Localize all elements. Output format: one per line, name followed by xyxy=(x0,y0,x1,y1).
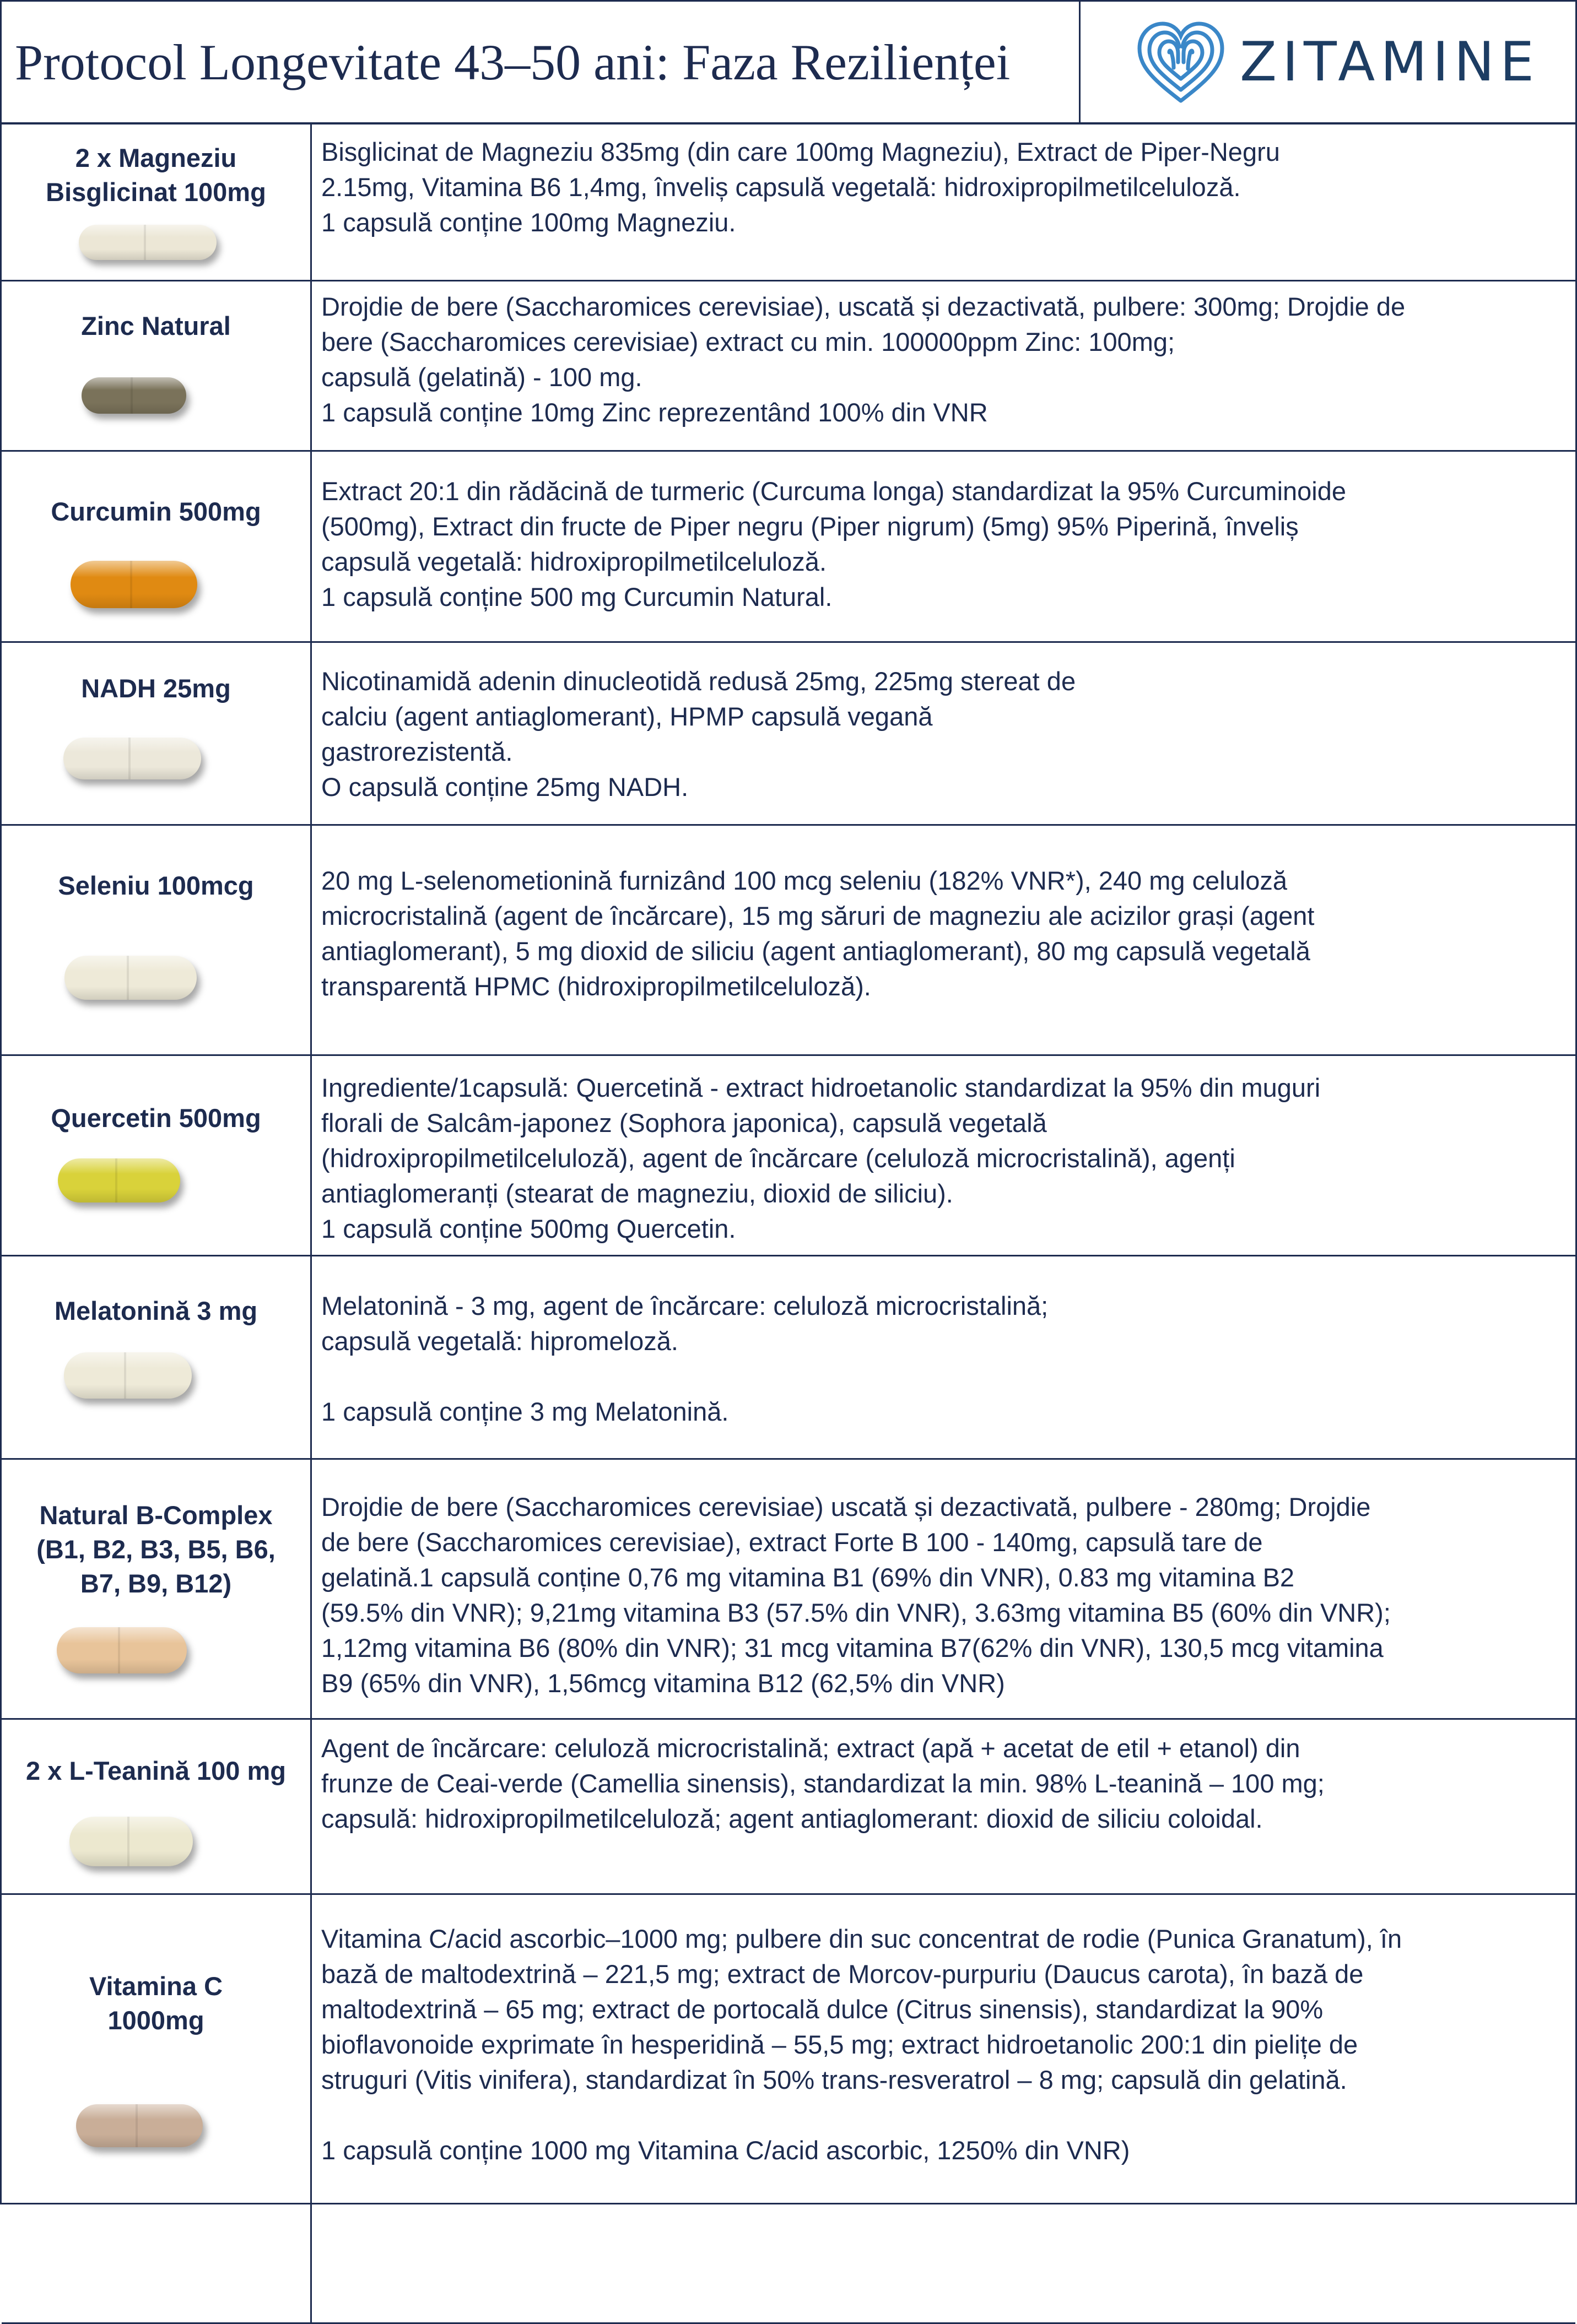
table-row xyxy=(2,281,1575,452)
page-title: Protocol Longevitate 43–50 ani: Faza Rezilienței xyxy=(15,34,1011,90)
product-name: Natural B-Complex (B1, B2, B3, B5, B6, B7, B9, B12) xyxy=(36,1500,276,1598)
product-description: Extract 20:1 din rădăcină de turmeric (Curcuma longa) standardizat la 95% Curcuminoide (500mg), Extract din fructe de Piper negru (Piper nigrum) (5mg) 95% Piperină, înveliș capsulă vegetală: hidroxipropilmetilceluloză. 1 capsulă conține 500 mg Curcumin Natural. xyxy=(321,476,1347,611)
table-row xyxy=(2,1460,1575,1720)
product-cell xyxy=(2,1256,312,1458)
product-name: 2 x Magneziu Bisglicinat 100mg xyxy=(46,143,266,207)
capsule-image xyxy=(79,225,217,260)
table-row xyxy=(2,1895,1575,2324)
product-name: Curcumin 500mg xyxy=(51,497,261,526)
product-cell xyxy=(2,1056,312,1255)
capsule-image xyxy=(64,1352,192,1399)
product-cell xyxy=(2,826,312,1054)
product-description: Melatonină - 3 mg, agent de încărcare: celuloză microcristalină; capsulă vegetală: hipromeloză. 1 capsulă conține 3 mg Melatonină. xyxy=(321,1291,1049,1426)
product-description: Ingrediente/1capsulă: Quercetină - extract hidroetanolic standardizat la 95% din muguri florali de Salcâm-japonez (Sophora japonica), capsulă vegetală (hidroxipropilmetilceluloză), agent de încărcare (celuloză microcristalină), agenți antiaglomeranți (stearat de magneziu, dioxid de siliciu). 1 capsulă conține 500mg Quercetin. xyxy=(321,1073,1321,1243)
product-cell xyxy=(2,1895,312,2322)
capsule-image xyxy=(58,1158,180,1202)
table-row xyxy=(2,1256,1575,1460)
product-cell xyxy=(2,124,312,280)
product-description: Drojdie de bere (Saccharomices cerevisiae), uscată și dezactivată, pulbere: 300mg; Drojdie de bere (Saccharomices cerevisiae) extract cu min. 100000ppm Zinc: 100mg; capsulă (gelatină) - 100 mg. 1 capsulă conține 10mg Zinc reprezentând 100% din VNR xyxy=(321,292,1406,427)
table-row xyxy=(2,643,1575,826)
table-row xyxy=(2,1056,1575,1256)
product-name: Melatonină 3 mg xyxy=(54,1296,258,1325)
table-row xyxy=(2,124,1575,281)
product-description: Agent de încărcare: celuloză microcristalină; extract (apă + acetat de etil + etanol) din frunze de Ceai-verde (Camellia sinensis), standardizat la min. 98% L-teanină – 100 mg; capsulă: hidroxipropilmetilceluloză; agent antiaglomerant: dioxid de siliciu coloidal. xyxy=(321,1733,1325,1833)
product-name: Quercetin 500mg xyxy=(51,1103,261,1133)
capsule-image xyxy=(71,561,197,608)
product-cell xyxy=(2,1460,312,1718)
product-description: 20 mg L-selenometionină furnizând 100 mcg seleniu (182% VNR*), 240 mg celuloză microcristalină (agent de încărcare), 15 mg săruri de magneziu ale acizilor grași (agent antiaglomerant), 5 mg dioxid de siliciu (agent antiaglomerant), 80 mg capsulă vegetală transparentă HPMC (hidroxipropilmetilceluloză). xyxy=(321,866,1315,1001)
product-name: 2 x L-Teanină 100 mg xyxy=(26,1756,286,1785)
header-divider xyxy=(1079,2,1081,122)
fingerprint-heart-icon xyxy=(1134,18,1228,106)
capsule-image xyxy=(57,1627,187,1673)
product-description: Drojdie de bere (Saccharomices cerevisiae) uscată și dezactivată, pulbere - 280mg; Drojdie de bere (Saccharomices cerevisiae), extract Forte B 100 - 140mg, capsulă tare de gelatină.1 capsulă conține 0,76 mg vitamina B1 (69% din VNR), 0.83 mg vitamina B2 (59.5% din VNR); 9,21mg vitamina B3 (57.5% din VNR), 3.63mg vitamina B5 (60% din VNR); 1,12mg vitamina B6 (80% din VNR); 31 mcg vitamina B7(62% din VNR), 130,5 mcg vitamina B9 (65% din VNR), 1,56mcg vitamina B12 (62,5% din VNR) xyxy=(321,1492,1391,1698)
capsule-image xyxy=(82,377,186,414)
product-cell xyxy=(2,452,312,641)
capsule-image xyxy=(64,956,197,1000)
capsule-image xyxy=(69,1817,193,1866)
product-name: Zinc Natural xyxy=(81,311,231,340)
header xyxy=(2,2,1575,124)
product-cell xyxy=(2,281,312,450)
product-cell xyxy=(2,643,312,824)
brand-logo xyxy=(1134,18,1540,106)
product-name: Vitamina C 1000mg xyxy=(89,1971,223,2035)
capsule-image xyxy=(63,738,201,779)
brand-name: ZITAMINE xyxy=(1240,31,1540,94)
product-description: Nicotinamidă adenin dinucleotidă redusă 25mg, 225mg stereat de calciu (agent antiaglomerant), HPMP capsulă vegană gastrorezistentă. O capsulă conține 25mg NADH. xyxy=(321,667,1076,801)
product-name: Seleniu 100mcg xyxy=(58,871,254,900)
capsule-image xyxy=(76,2104,203,2147)
product-description: Bisglicinat de Magneziu 835mg (din care 100mg Magneziu), Extract de Piper-Negru 2.15mg, Vitamina B6 1,4mg, înveliș capsulă vegetală: hidroxipropilmetilceluloză. 1 capsulă conține 100mg Magneziu. xyxy=(321,137,1280,237)
product-description: Vitamina C/acid ascorbic–1000 mg; pulbere din suc concentrat de rodie (Punica Granatum), în bază de maltodextrină – 221,5 mg; extract de Morcov-purpuriu (Daucus carota), în bază de maltodextrină – 65 mg; extract de portocală dulce (Citrus sinensis), standardizat la 90% bioflavonoide exprimate în hesperidină – 55,5 mg; extract hidroetanolic 200:1 din pielițe de struguri (Vitis vinifera), standardizat în 50% trans-resveratrol – 8 mg; capsulă din gelatină. 1 capsulă conține 1000 mg Vitamina C/acid ascorbic, 1250% din VNR) xyxy=(321,1924,1402,2165)
table-row xyxy=(2,452,1575,643)
product-cell xyxy=(2,1720,312,1893)
table-row xyxy=(2,826,1575,1056)
product-name: NADH 25mg xyxy=(81,674,231,703)
table-row xyxy=(2,1720,1575,1895)
